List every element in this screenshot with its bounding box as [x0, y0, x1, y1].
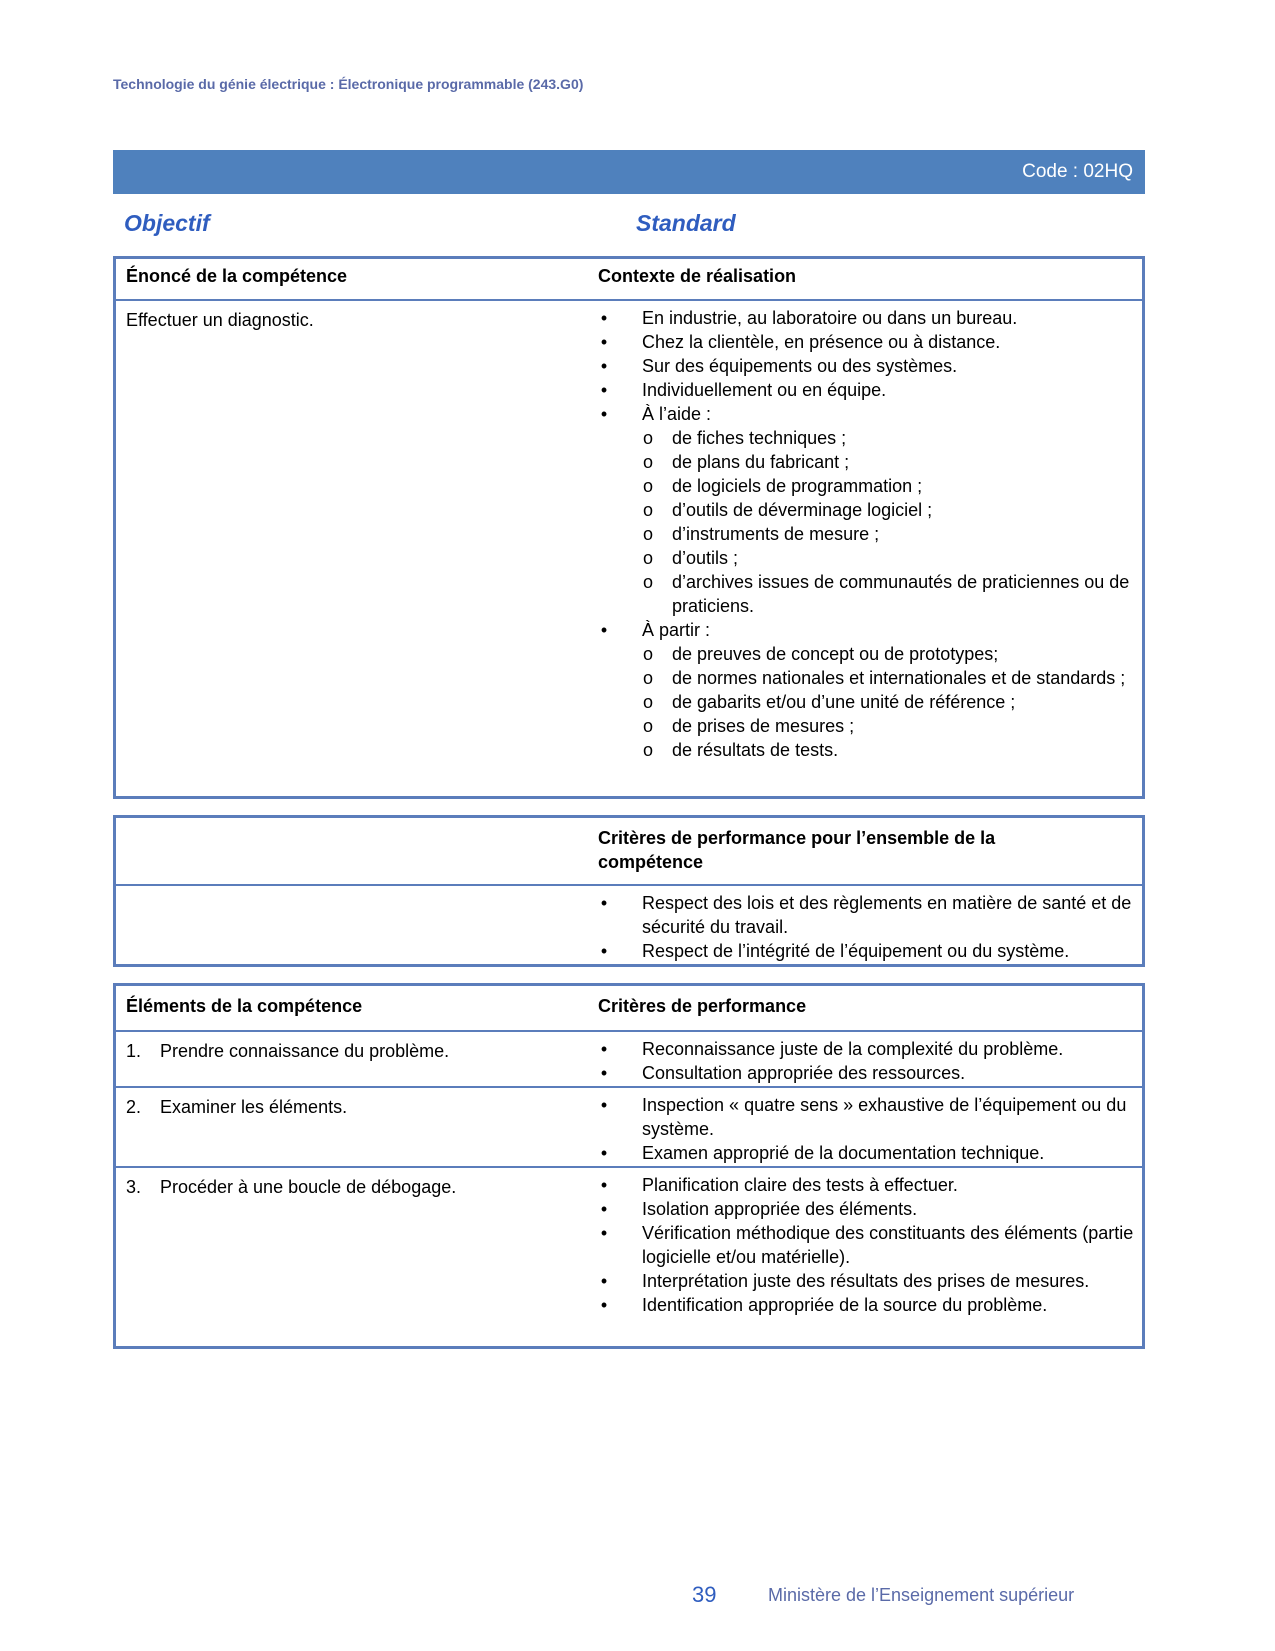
circle-bullet-icon: o [642, 716, 653, 736]
code-bar [113, 150, 1145, 194]
circle-bullet-icon: o [642, 668, 653, 688]
list-item-text: Respect de l’intégrité de l’équipement ou du système. [642, 941, 1070, 961]
list-item-text: Individuellement ou en équipe. [642, 380, 887, 400]
program-title: Technologie du génie électrique : Électronique programmable (243.G0) [113, 76, 584, 92]
list-item [598, 1293, 1138, 1317]
list-item [598, 306, 1138, 330]
circle-bullet-icon: o [642, 644, 653, 664]
contexte-list [598, 306, 1138, 762]
list-item [598, 450, 1138, 474]
bullet-icon: • [600, 380, 608, 400]
bullet-icon: • [600, 404, 608, 424]
list-item-text: d’archives issues de communautés de praticiennes ou de praticiens. [672, 572, 1130, 616]
criteres-ensemble-list [598, 891, 1138, 963]
criteria-list [598, 1093, 1138, 1165]
bullet-icon: • [600, 941, 608, 961]
competence-code: Code : 02HQ [1022, 161, 1133, 182]
list-item [598, 570, 1138, 618]
bullet-icon: • [600, 1039, 608, 1059]
list-item [598, 402, 1138, 426]
section-standard: Standard [636, 210, 736, 236]
list-item [598, 1173, 1138, 1197]
list-item [598, 1141, 1138, 1165]
bullet-icon: • [600, 1175, 608, 1195]
list-item [598, 330, 1138, 354]
list-item-text: de prises de mesures ; [672, 716, 855, 736]
element-text: Procéder à une boucle de débogage. [160, 1177, 457, 1197]
bullet-icon: • [600, 1199, 608, 1219]
list-item [598, 690, 1138, 714]
list-item-text: Examen approprié de la documentation technique. [642, 1143, 1045, 1163]
element-text: Examiner les éléments. [160, 1097, 348, 1117]
criteres-ensemble-table [113, 815, 1145, 967]
bullet-icon: • [600, 620, 608, 640]
bullet-icon: • [600, 308, 608, 328]
divider [116, 1030, 1142, 1032]
list-item-text: À l’aide : [642, 404, 712, 424]
bullet-icon: • [600, 356, 608, 376]
bullet-icon: • [600, 893, 608, 913]
list-item [598, 738, 1138, 762]
list-item-text: Reconnaissance juste de la complexité du problème. [642, 1039, 1064, 1059]
circle-bullet-icon: o [642, 476, 653, 496]
list-item [598, 714, 1138, 738]
element-number: 1. [126, 1041, 142, 1061]
element-label [126, 1095, 347, 1119]
list-item-text: de normes nationales et internationales et de standards ; [672, 668, 1126, 688]
bullet-icon: • [600, 1143, 608, 1163]
footer-organization: Ministère de l’Enseignement supérieur [768, 1585, 1075, 1605]
contexte-header: Contexte de réalisation [598, 266, 797, 286]
elements-table [113, 983, 1145, 1349]
circle-bullet-icon: o [642, 740, 653, 760]
divider [116, 299, 1142, 301]
bullet-icon: • [600, 1223, 608, 1243]
list-item-text: Sur des équipements ou des systèmes. [642, 356, 958, 376]
list-item-text: En industrie, au laboratoire ou dans un bureau. [642, 308, 1018, 328]
criteres-ensemble-header: Critères de performance pour l’ensemble de la compétence [598, 828, 996, 872]
bullet-icon: • [600, 332, 608, 352]
bullet-icon: • [600, 1095, 608, 1115]
list-item [598, 1037, 1138, 1061]
circle-bullet-icon: o [642, 692, 653, 712]
list-item [598, 666, 1138, 690]
list-item-text: de résultats de tests. [672, 740, 839, 760]
criteria-list [598, 1173, 1138, 1317]
bullet-icon: • [600, 1271, 608, 1291]
list-item-text: d’outils ; [672, 548, 739, 568]
list-item-text: de fiches techniques ; [672, 428, 847, 448]
enonce-header: Énoncé de la compétence [126, 266, 348, 286]
list-item [598, 474, 1138, 498]
list-item-text: de logiciels de programmation ; [672, 476, 923, 496]
elements-header: Éléments de la compétence [126, 996, 363, 1016]
list-item [598, 618, 1138, 642]
list-item [598, 891, 1138, 939]
element-number: 3. [126, 1177, 142, 1197]
list-item-text: Isolation appropriée des éléments. [642, 1199, 918, 1219]
element-label [126, 1175, 456, 1199]
list-item [598, 1221, 1138, 1269]
list-item [598, 354, 1138, 378]
divider [116, 884, 1142, 886]
list-item [598, 1197, 1138, 1221]
section-objectif: Objectif [124, 210, 210, 236]
list-item-text: Identification appropriée de la source du problème. [642, 1295, 1048, 1315]
bullet-icon: • [600, 1295, 608, 1315]
circle-bullet-icon: o [642, 428, 653, 448]
criteres-header: Critères de performance [598, 996, 807, 1016]
element-text: Prendre connaissance du problème. [160, 1041, 450, 1061]
divider [116, 1166, 1142, 1168]
list-item-text: Interprétation juste des résultats des prises de mesures. [642, 1271, 1090, 1291]
list-item [598, 426, 1138, 450]
list-item-text: Consultation appropriée des ressources. [642, 1063, 966, 1083]
list-item [598, 546, 1138, 570]
circle-bullet-icon: o [642, 524, 653, 544]
element-label [126, 1039, 449, 1063]
section-headings [124, 210, 1124, 240]
list-item-text: À partir : [642, 620, 711, 640]
list-item-text: Vérification méthodique des constituants des éléments (partie logicielle et/ou matérielle). [642, 1223, 1134, 1267]
list-item-text: Respect des lois et des règlements en matière de santé et de sécurité du travail. [642, 893, 1132, 937]
list-item-text: Inspection « quatre sens » exhaustive de l’équipement ou du système. [642, 1095, 1127, 1139]
list-item [598, 642, 1138, 666]
circle-bullet-icon: o [642, 500, 653, 520]
list-item-text: d’outils de déverminage logiciel ; [672, 500, 933, 520]
list-item [598, 498, 1138, 522]
list-item-text: de plans du fabricant ; [672, 452, 850, 472]
list-item-text: Planification claire des tests à effectuer. [642, 1175, 958, 1195]
list-item [598, 522, 1138, 546]
circle-bullet-icon: o [642, 548, 653, 568]
page-number: 39 [692, 1582, 717, 1607]
divider [116, 1086, 1142, 1088]
list-item [598, 1093, 1138, 1141]
competence-table [113, 256, 1145, 799]
bullet-icon: • [600, 1063, 608, 1083]
list-item [598, 1269, 1138, 1293]
circle-bullet-icon: o [642, 572, 653, 592]
list-item-text: Chez la clientèle, en présence ou à distance. [642, 332, 1001, 352]
list-item-text: d’instruments de mesure ; [672, 524, 880, 544]
list-item-text: de gabarits et/ou d’une unité de référence ; [672, 692, 1016, 712]
list-item [598, 1061, 1138, 1085]
element-number: 2. [126, 1097, 142, 1117]
criteria-list [598, 1037, 1138, 1085]
list-item [598, 939, 1138, 963]
list-item-text: de preuves de concept ou de prototypes; [672, 644, 999, 664]
list-item [598, 378, 1138, 402]
circle-bullet-icon: o [642, 452, 653, 472]
enonce-value: Effectuer un diagnostic. [126, 310, 314, 330]
